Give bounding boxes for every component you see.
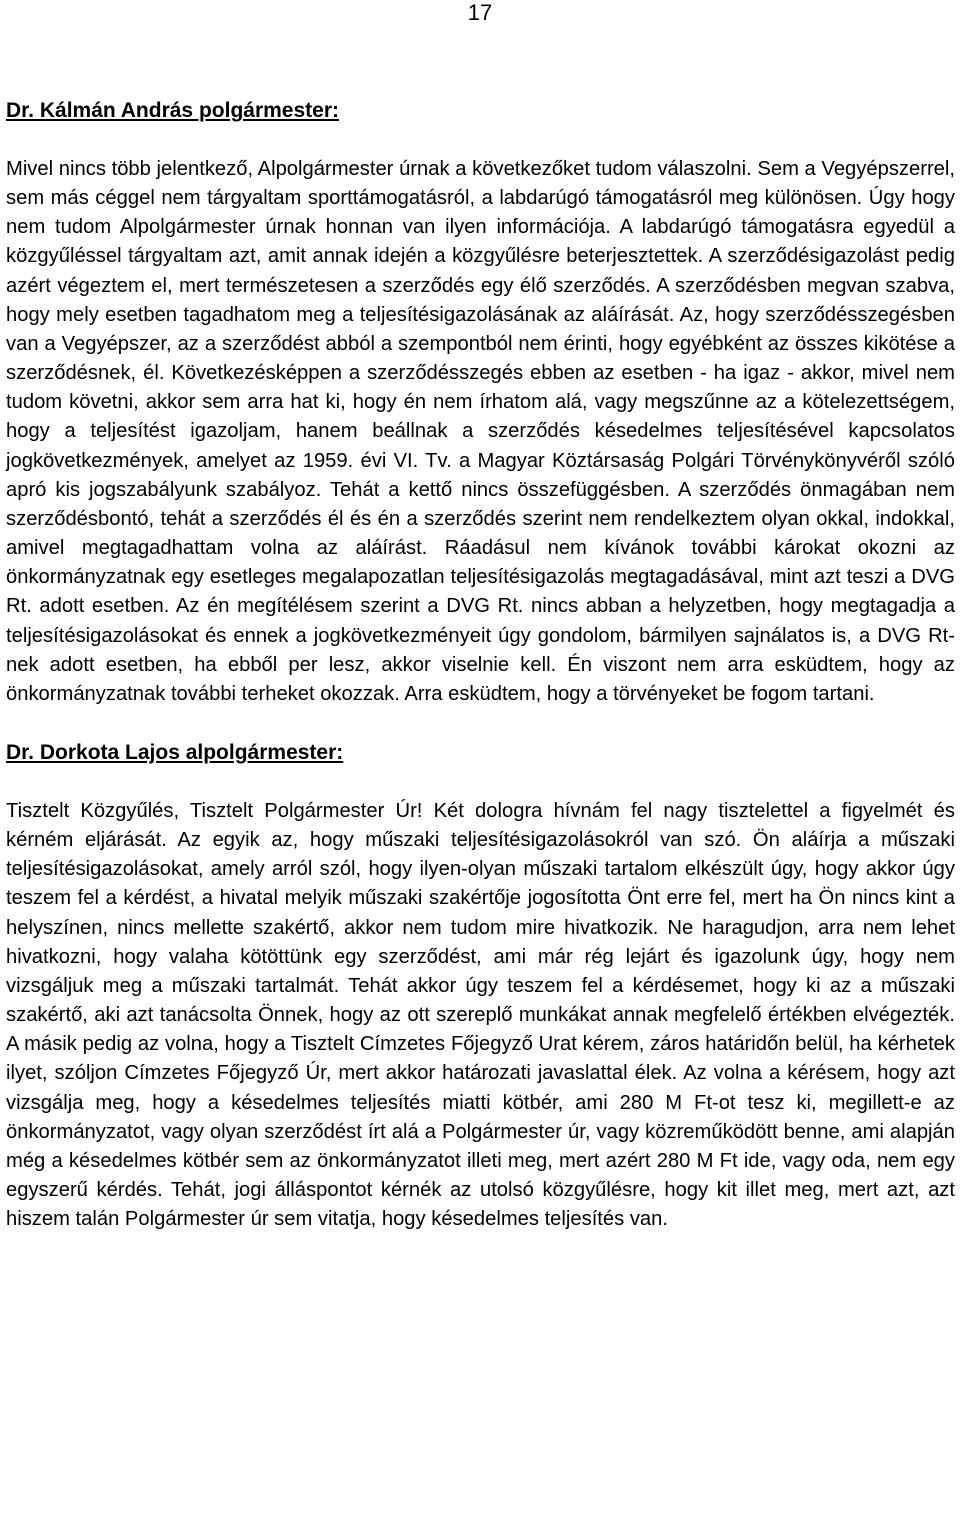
spacer [6,768,955,797]
spacer [6,126,955,155]
speaker-heading-1: Dr. Kálmán András polgármester: [6,99,339,122]
speech-paragraph-2: Tisztelt Közgyűlés, Tisztelt Polgármester Úr! Két dologra hívnám fel nagy tisztelettel a figyelmét és kérném eljárását. Az egyik az, hogy műszaki teljesítésigazolásokról van szó. Ön aláírja a műszaki teljesítésigazolásokat, amely arról szól, hogy ilyen-olyan műszaki tartalom elkészült úgy, hogy akkor úgy teszem fel a kérdést, a hivatal melyik műszaki szakértője jogosította Önt erre fel, mert ha Ön nincs kint a helyszínen, nincs mellette szakértő, akkor nem tudom mire hivatkozik. Ne haragudjon, arra nem lehet hivatkozni, hogy valaha kötöttünk egy szerződést, ami már rég lejárt és igazolunk úgy, hogy nem vizsgáljuk meg a műszaki tartalmát. Tehát akkor úgy teszem fel a kérdésemet, hogy ki az a műszaki szakértő, aki azt tanácsolta Önnek, hogy az ott szereplő munkákat annak megfelelő értékben elvégezték. A másik pedig az volna, hogy a Tisztelt Címzetes Főjegyző Urat kérem, záros határidőn belül, ha kérhetek ilyet, szóljon Címzetes Főjegyző Úr, mert akkor határozati javaslattal élek. Az volna a kérésem, hogy azt vizsgálja meg, hogy a késedelmes teljesítés miatti kötbér, ami 280 M Ft-ot tesz ki, megillett-e az önkormányzatot, vagy olyan szerződést írt alá a Polgármester úr, vagy közreműködött benne, ami alapján még a késedelmes kötbér sem az önkormányzatot illeti meg, mert azért 280 M Ft ide, vagy oda, nem egy egyszerű kérdés. Tehát, jogi álláspontot kérnék az utolsó közgyűlésre, hogy kit illet meg, mert azt, azt hiszem talán Polgármester úr sem vitatja, hogy késedelmes teljesítés van. [6,799,955,1231]
spacer [6,709,955,738]
document-body [6,96,955,1234]
page-number: 17 [467,0,493,25]
speaker-heading-2: Dr. Dorkota Lajos alpolgármester: [6,740,344,764]
speech-paragraph-1: Mivel nincs több jelentkező, Alpolgármester úrnak a következőket tudom válaszolni. Sem a Vegyépszerrel, sem más céggel nem tárgyaltam sporttámogatásról, a labdarúgó támogatásról meg különösen. Úgy hogy nem tudom Alpolgármester úrnak honnan van ilyen információja. A labdarúgó támogatásra egyedül a közgyűléssel tárgyaltam azt, amit annak idején a közgyűlésre beterjesztettek. A szerződésigazolást pedig azért végeztem el, mert természetesen a szerződés egy élő szerződés. A szerződésben megvan szabva, hogy mely esetben tagadhatom meg a teljesítésigazolásának az aláírását. Az, hogy szerződésszegésben van a Vegyépszer, az a szerződést abból a szempontból nem érinti, hogy egyébként az összes kikötése a szerződésnek, él. Következésképpen a szerződésszegés ebben az esetben - ha igaz - akkor, mivel nem tudom követni, akkor sem arra hat ki, hogy én nem írhatom alá, vagy megszűnne az a kötelezettségem, hogy a teljesítést igazoljam, hanem beállnak a szerződés késedelmes teljesítésével kapcsolatos jogkövetkezmények, amelyet az 1959. évi VI. Tv. a Magyar Köztársaság Polgári Törvénykönyvéről szóló apró kis jogszabályunk szabályoz. Tehát a kettő nincs összefüggésben. A szerződés önmagában nem szerződésbontó, tehát a szerződés él és én a szerződés szerint nem rendelkeztem olyan okkal, indokkal, amivel megtagadhattam volna az aláírást. Ráadásul nem kívánok további károkat okozni az önkormányzatnak egy esetleges megalapozatlan teljesítésigazolás megtagadásával, mint azt teszi a DVG Rt. adott esetben. Az én megítélésem szerint a DVG Rt. nincs abban a helyzetben, hogy megtagadja a teljesítésigazolásokat és ennek a jogkövetkezményeit úgy gondolom, bármilyen sajnálatos is, a DVG Rt-nek adott esetben, ha ebből per lesz, akkor viselnie kell. Én viszont nem arra esküdtem, hogy az önkormányzatnak további terheket okozzak. Arra esküdtem, hogy a törvényeket be fogom tartani. [6,158,955,705]
